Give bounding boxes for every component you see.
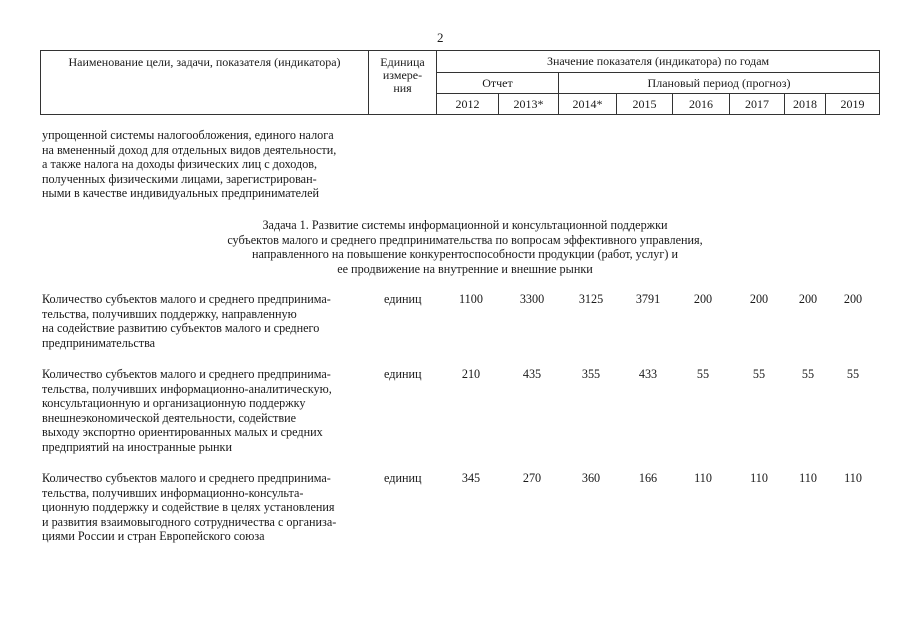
header-year: 2014* <box>559 94 617 115</box>
continuation-text <box>42 128 364 201</box>
text-line: тельства, получивших информационно-консульта- <box>42 485 304 500</box>
indicator-text <box>42 471 364 544</box>
table-header <box>40 50 880 115</box>
header-year: 2016 <box>673 94 730 115</box>
text-line: Количество субъектов малого и среднего предпринима- <box>42 292 331 306</box>
indicator-value: 55 <box>696 367 710 381</box>
indicator-value: 433 <box>638 367 658 381</box>
indicator-value: 435 <box>522 367 542 381</box>
indicator-value: 355 <box>581 367 601 381</box>
indicator-value: 110 <box>750 471 768 485</box>
text-line: Количество субъектов малого и среднего предпринима- <box>42 471 331 485</box>
indicator-value: 3300 <box>519 292 545 306</box>
header-unit-line: Единица <box>380 55 425 69</box>
text-line: на содействие развитию субъектов малого и среднего <box>42 321 320 335</box>
indicator-value: 200 <box>693 292 713 306</box>
task-title-line: Задача 1. Развитие системы информационной и консультационной поддержки <box>262 218 668 232</box>
indicator-value: 360 <box>581 471 601 485</box>
indicator-value: 55 <box>752 367 766 381</box>
header-year: 2018 <box>785 94 826 115</box>
task-title-line: субъектов малого и среднего предпринимательства по вопросам эффективного управления, <box>227 232 703 247</box>
text-line: а также налога на доходы физических лиц с доходов, <box>42 157 318 171</box>
header-year: 2017 <box>730 94 785 115</box>
indicator-text <box>42 292 364 350</box>
header-year: 2012 <box>437 94 499 115</box>
text-line: предпринимательства <box>42 335 156 350</box>
text-line: выходу экспортно ориентированных малых и средних <box>42 425 323 439</box>
text-line: полученных физическими лицами, зарегистрирован- <box>42 171 317 186</box>
header-name-column: Наименование цели, задачи, показателя (индикатора) <box>41 51 369 115</box>
text-line: и развития взаимовыгодного сотрудничества с организа- <box>42 514 337 529</box>
indicator-value: 110 <box>694 471 712 485</box>
page-number: 2 <box>437 30 444 45</box>
task-title-line: направленного на повышение конкурентоспособности продукции (работ, услуг) и <box>252 247 678 261</box>
indicator-text <box>42 367 364 454</box>
task-title-line: ее продвижение на внутренние и внешние рынки <box>337 261 593 276</box>
indicator-value: 166 <box>638 471 658 485</box>
text-line: внешнеэкономической деятельности, содействие <box>42 410 297 425</box>
task-title <box>120 218 810 276</box>
indicator-value: 1100 <box>459 292 483 306</box>
indicator-value: 200 <box>798 292 818 306</box>
text-line: Количество субъектов малого и среднего предпринима- <box>42 367 331 381</box>
header-unit-column <box>369 51 437 115</box>
indicator-unit: единиц <box>384 367 422 381</box>
indicator-value: 110 <box>799 471 817 485</box>
text-line: тельства, получивших поддержку, направленную <box>42 306 297 321</box>
indicator-value: 110 <box>844 471 862 485</box>
indicator-value: 345 <box>461 471 481 485</box>
indicator-value: 200 <box>843 292 863 306</box>
indicator-value: 200 <box>749 292 769 306</box>
header-values-column: Значение показателя (индикатора) по годам <box>437 51 880 73</box>
indicator-unit: единиц <box>384 471 422 485</box>
text-line: предприятий на иностранные рынки <box>42 439 232 454</box>
header-year: 2015 <box>617 94 673 115</box>
header-plan: Плановый период (прогноз) <box>559 73 880 94</box>
text-line: упрощенной системы налогообложения, единого налога <box>42 128 334 142</box>
indicator-unit: единиц <box>384 292 422 306</box>
text-line: тельства, получивших информационно-аналитическую, <box>42 381 332 396</box>
text-line: циями России и стран Европейского союза <box>42 529 265 543</box>
indicator-value: 55 <box>846 367 860 381</box>
text-line: на вмененный доход для отдельных видов деятельности, <box>42 142 337 157</box>
header-year: 2019 <box>826 94 880 115</box>
indicator-value: 210 <box>461 367 481 381</box>
indicator-value: 3125 <box>578 292 604 306</box>
header-unit-line: ния <box>393 81 412 95</box>
text-line: ными в качестве индивидуальных предпринимателей <box>42 186 320 200</box>
text-line: консультационную и организационную поддержку <box>42 396 306 410</box>
header-year: 2013* <box>499 94 559 115</box>
indicator-value: 3791 <box>635 292 661 306</box>
indicator-value: 270 <box>522 471 542 485</box>
text-line: ционную поддержку и содействие в целях установления <box>42 500 335 514</box>
header-unit-line: измере- <box>382 68 423 82</box>
indicator-value: 55 <box>801 367 815 381</box>
header-report: Отчет <box>437 73 559 94</box>
